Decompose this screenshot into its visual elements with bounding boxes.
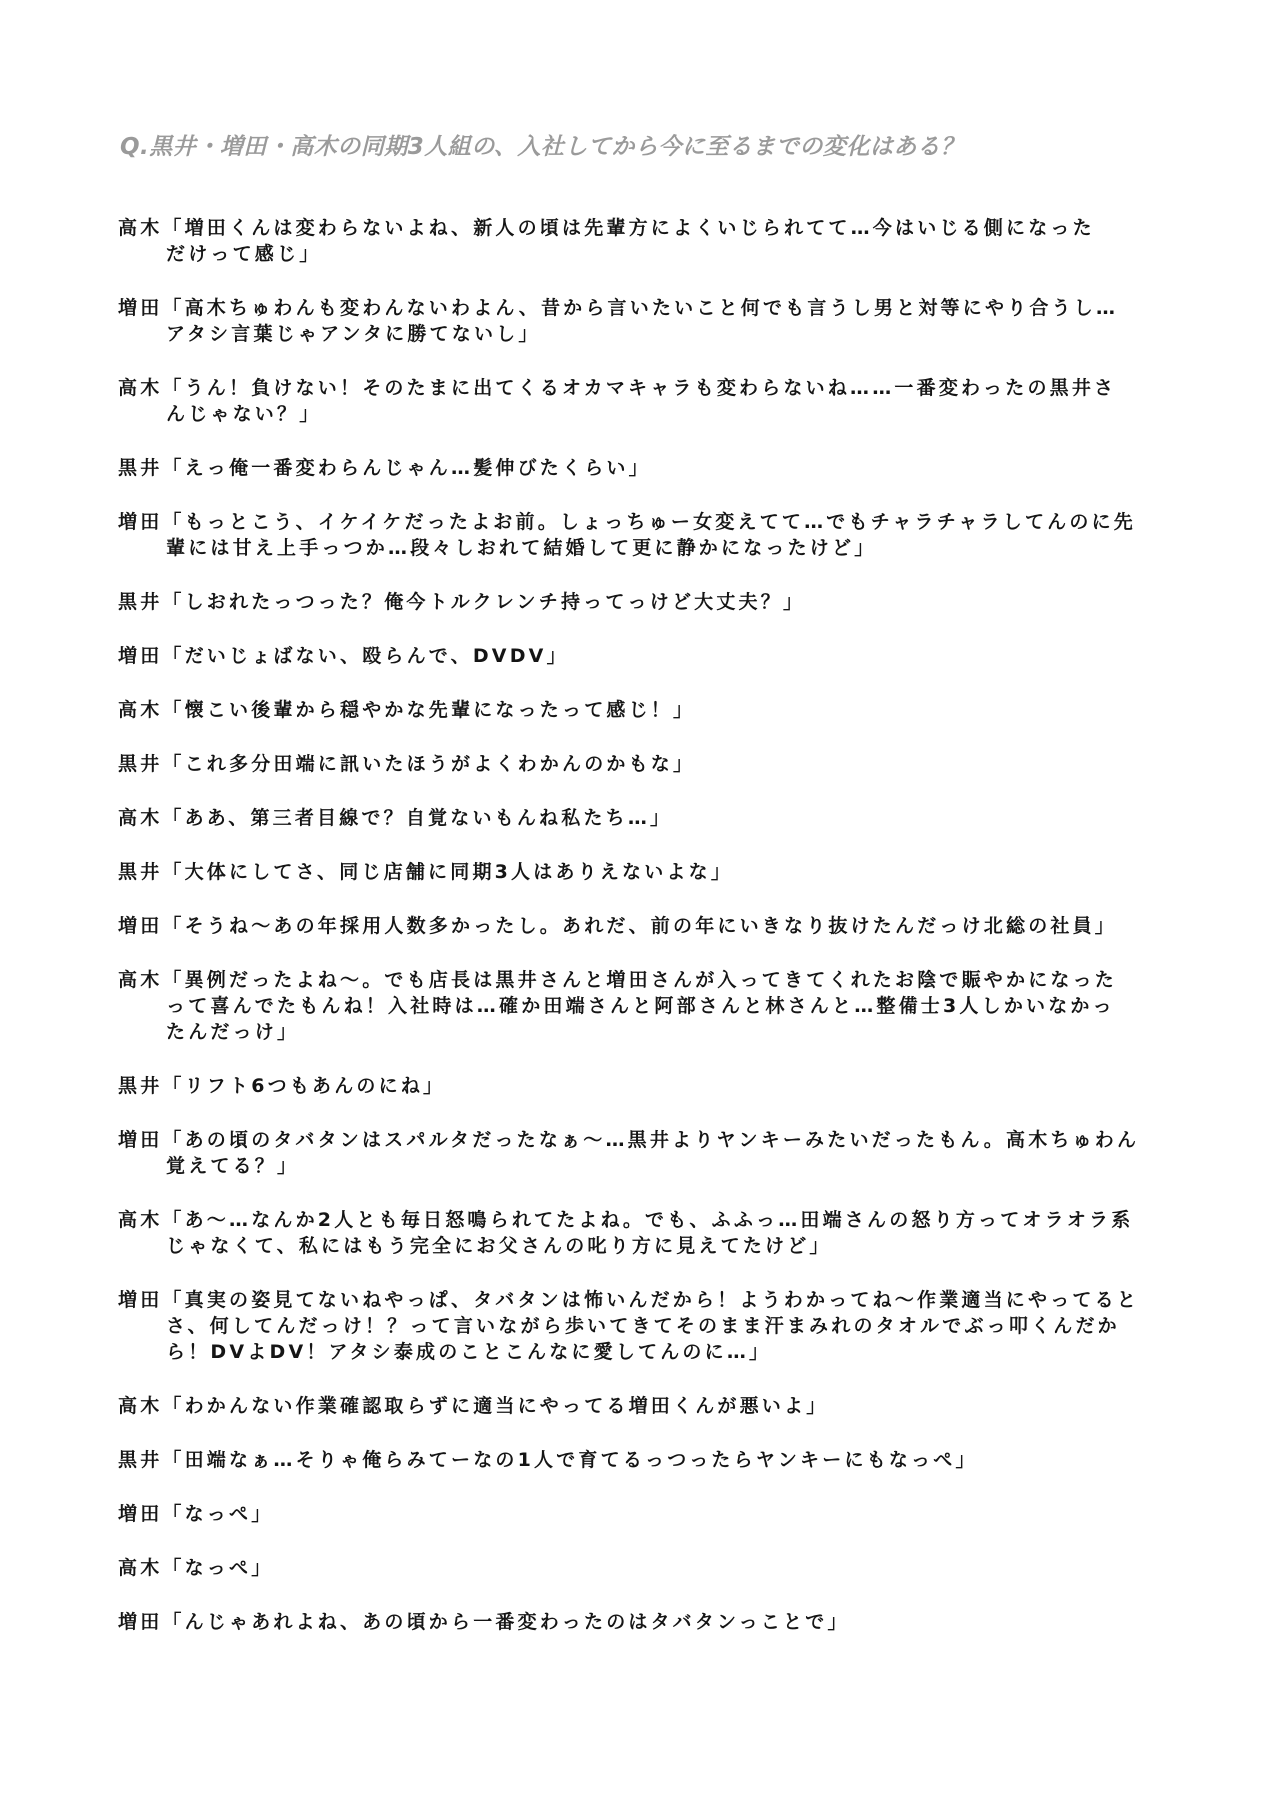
dialogue-line: 増田「だいじょばない、殴らんで、DVDV」 — [118, 645, 569, 667]
dialogue-line: 黒井「えっ俺一番変わらんじゃん…髪伸びたくらい」 — [118, 457, 651, 479]
dialogue-line: 黒井「大体にしてさ、同じ店舗に同期3人はありえないよな」 — [118, 861, 734, 883]
dialogue-line: 高木「懐こい後輩から穏やかな先輩になったって感じ！」 — [118, 699, 696, 721]
dialogue-line: 黒井「しおれたっつった？俺今トルクレンチ持ってっけど大丈夫？」 — [118, 591, 806, 613]
dialogue-line: 増田「なっぺ」 — [118, 1503, 274, 1525]
dialogue-line: 増田「そうね～あの年採用人数多かったし。あれだ、前の年にいきなり抜けたんだっけ北総の社員」 — [118, 915, 1118, 937]
dialogue-line: 増田「んじゃあれよね、あの頃から一番変わったのはタバタンっことで」 — [118, 1611, 850, 1633]
dialogue-line: 高木「なっぺ」 — [118, 1557, 274, 1579]
dialogue-line: 黒井「田端なぁ…そりゃ俺らみてーなの1人で育てるっつったらヤンキーにもなっぺ」 — [118, 1449, 978, 1471]
dialogue-line: 増田「あの頃のタバタンはスパルタだったなぁ～…黒井よりヤンキーみたいだったもん。高木ちゅわん 覚えてる？」 — [118, 1129, 1140, 1177]
dialogue-line: 増田「真実の姿見てないねやっぱ、タバタンは怖いんだから！ようわかってね～作業適当にやってると さ、何してんだっけ！？って言いながら歩いてきてそのまま汗まみれのタオルでぶっ叩くんだか ら！DVよDV！アタシ泰成のことこんなに愛してんのに…」 — [118, 1289, 1140, 1363]
dialogue-line: 高木「うん！負けない！そのたまに出てくるオカマキャラも変わらないね……一番変わったの黒井さ んじゃない？」 — [118, 377, 1117, 425]
dialogue-list — [118, 215, 1198, 1663]
dialogue-line: 黒井「リフト6つもあんのにね」 — [118, 1075, 446, 1097]
dialogue-line: 高木「わかんない作業確認取らずに適当にやってる増田くんが悪いよ」 — [118, 1395, 829, 1417]
dialogue-line: 高木「増田くんは変わらないよね、新人の頃は先輩方によくいじられてて…今はいじる側になった だけって感じ」 — [118, 217, 1095, 265]
dialogue-line: 高木「あ～…なんか2人とも毎日怒鳴られてたよね。でも、ふふっ…田端さんの怒り方ってオラオラ系 じゃなくて、私にはもう完全にお父さんの叱り方に見えてたけど」 — [118, 1209, 1134, 1257]
dialogue-line: 高木「ああ、第三者目線で？自覚ないもんね私たち…」 — [118, 807, 673, 829]
dialogue-line: 黒井「これ多分田端に訊いたほうがよくわかんのかもな」 — [118, 753, 696, 775]
question-heading: Q.黒井・増田・高木の同期3人組の、入社してから今に至るまでの変化はある？ — [120, 134, 964, 160]
dialogue-line: 増田「高木ちゅわんも変わんないわよん、昔から言いたいこと何でも言うし男と対等にやり合うし… アタシ言葉じゃアンタに勝てないし」 — [118, 297, 1119, 345]
dialogue-line: 高木「異例だったよね～。でも店長は黒井さんと増田さんが入ってきてくれたお陰で賑やかになった って喜んでたもんね！入社時は…確か田端さんと阿部さんと林さんと…整備士3人しかいなかっ たんだっけ」 — [118, 969, 1118, 1043]
dialogue-line: 増田「もっとこう、イケイケだったよお前。しょっちゅー女変えてて…でもチャラチャラしてんのに先 輩には甘え上手っつか…段々しおれて結婚して更に静かになったけど」 — [118, 511, 1136, 559]
